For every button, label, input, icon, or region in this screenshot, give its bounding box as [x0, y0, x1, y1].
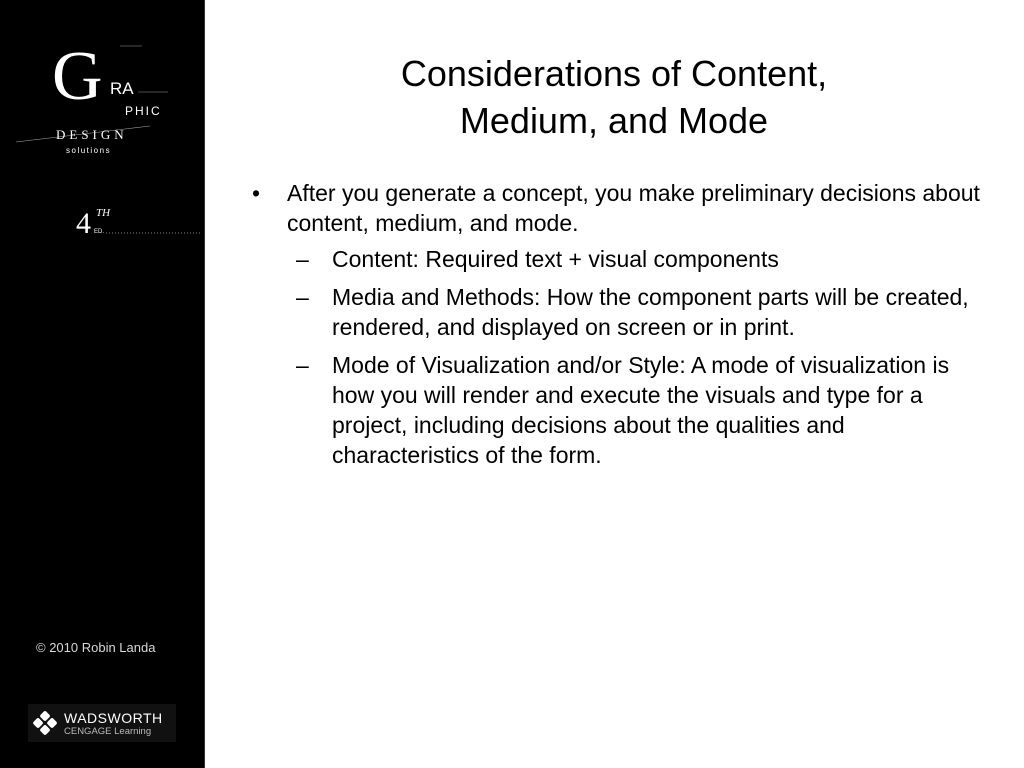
- sub-bullet-text: Content: Required text + visual components: [332, 246, 779, 272]
- bullet-marker: •: [252, 180, 261, 206]
- slide-title-line: Medium, and Mode: [459, 100, 769, 141]
- logo-design: DESIGN: [56, 127, 128, 142]
- slide-body: [244, 178, 984, 478]
- sub-bullet-list: [244, 244, 984, 470]
- edition-suffix: TH: [96, 207, 111, 219]
- logo-letter-g: G: [52, 38, 103, 115]
- slide-title: [300, 50, 928, 144]
- sub-bullet-text: Media and Methods: How the component parts will be created, rendered, and displayed on screen or in print.: [332, 284, 969, 340]
- sidebar: [0, 0, 205, 768]
- sub-bullet-item: [244, 282, 984, 342]
- slide-title-line: Considerations of Content,: [400, 53, 828, 94]
- sub-bullet-text: Mode of Visualization and/or Style: A mode of visualization is how you will render and execute the visuals and type for a project, including decisions about the qualities and characteristics of the form.: [332, 352, 950, 468]
- publisher-subname: CENGAGE Learning: [64, 726, 152, 737]
- sub-bullet-marker: –: [296, 246, 309, 272]
- publisher-mark-icon: [32, 710, 58, 736]
- sub-bullet-item: [244, 244, 984, 274]
- bullet-text: After you generate a concept, you make preliminary decisions about content, medium, and mode.: [287, 180, 980, 236]
- bullet-item: [244, 178, 984, 238]
- edition-number: 4: [76, 207, 91, 240]
- edition-abbr: ED.: [94, 229, 105, 235]
- logo-solutions: solutions: [66, 146, 112, 155]
- logo-phic: PHIC: [125, 104, 162, 118]
- logo-ra: RA: [110, 79, 134, 98]
- copyright-notice: © 2010 Robin Landa: [36, 640, 156, 655]
- sub-bullet-marker: –: [296, 352, 309, 378]
- publisher-logo: [28, 704, 176, 742]
- publisher-name: WADSWORTH: [64, 710, 163, 726]
- book-logo: [0, 0, 204, 250]
- sub-bullet-item: [244, 350, 984, 470]
- sub-bullet-marker: –: [296, 284, 309, 310]
